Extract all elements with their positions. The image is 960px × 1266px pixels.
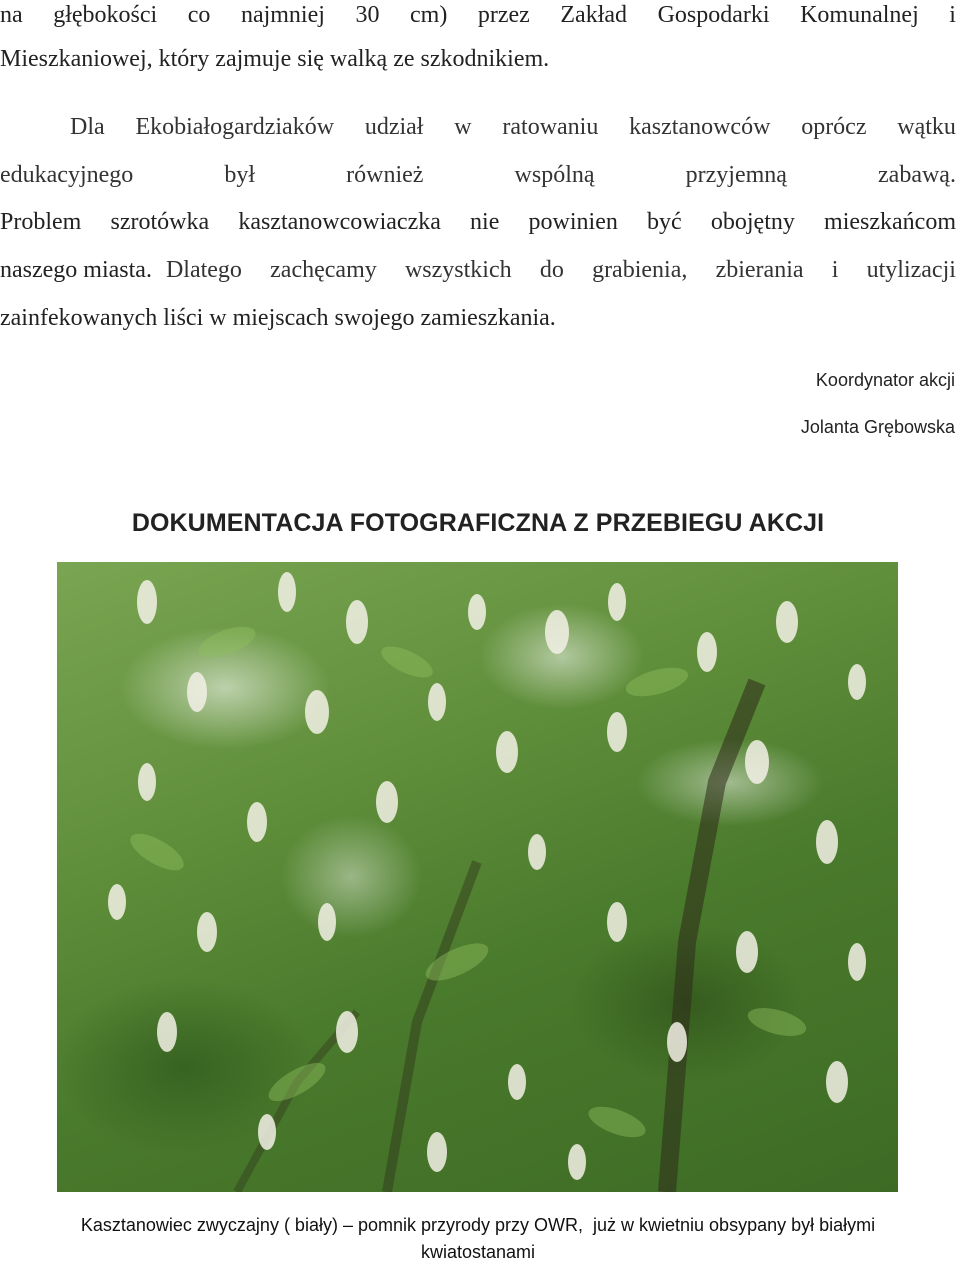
paragraph-line-2: Mieszkaniowej, który zajmuje się walką ze szkodnikiem. [0, 46, 550, 72]
word: do [539, 257, 564, 283]
word: ratowaniu [502, 114, 599, 140]
word: obojętny [710, 209, 795, 235]
word: mieszkańcom [824, 209, 956, 235]
paragraph-line-1 [0, 0, 956, 30]
word: 30 [355, 2, 380, 28]
word: zabawą. [878, 162, 956, 188]
word: głębokości [53, 2, 158, 28]
word: grabienia, [592, 257, 688, 283]
paragraph-line-6 [0, 255, 956, 285]
word: był [224, 162, 256, 188]
chestnut-tree-photo [57, 562, 898, 1192]
coordinator-name: Jolanta Grębowska [800, 417, 955, 437]
word: Komunalnej [800, 2, 919, 28]
word: i [831, 257, 839, 283]
word: wspólną [514, 162, 595, 188]
paragraph-line-6-start: naszego miasta. [0, 257, 152, 283]
word: Ekobiałogardziaków [135, 114, 335, 140]
word: być [647, 209, 682, 235]
word: utylizacji [866, 257, 956, 283]
paragraph-line-7: zainfekowanych liści w miejscach swojego zamieszkania. [0, 305, 556, 331]
word: przez [477, 2, 530, 28]
word: Gospodarki [657, 2, 770, 28]
word: Problem [0, 209, 82, 235]
word: zbierania [715, 257, 804, 283]
word: kasztanowców [629, 114, 771, 140]
photo-caption-line-1: Kasztanowiec zwyczajny ( biały) – pomnik przyrody przy OWR, już w kwietniu obsypany był białymi [80, 1215, 876, 1235]
word: oprócz [801, 114, 867, 140]
paragraph-line-4 [0, 160, 956, 190]
word: najmniej [240, 2, 325, 28]
paragraph-line-5 [0, 207, 956, 237]
word: również [346, 162, 424, 188]
word: Dlatego [165, 257, 242, 283]
word: Dla [70, 114, 105, 140]
word: wątku [897, 114, 956, 140]
word: przyjemną [685, 162, 787, 188]
word: i [949, 2, 956, 28]
word: na [0, 2, 23, 28]
word: edukacyjnego [0, 162, 134, 188]
word: zachęcamy [270, 257, 377, 283]
word: szrotówka [110, 209, 210, 235]
coordinator-role: Koordynator akcji [815, 370, 955, 390]
word: Zakład [560, 2, 628, 28]
word: wszystkich [404, 257, 512, 283]
word: w [454, 114, 472, 140]
word: cm) [410, 2, 448, 28]
chestnut-tree-photo-graphic [57, 562, 898, 1192]
paragraph-line-6-end [166, 255, 956, 285]
word: udział [364, 114, 424, 140]
paragraph-line-3 [70, 112, 956, 142]
section-heading: DOKUMENTACJA FOTOGRAFICZNA Z PRZEBIEGU AKCJI [131, 509, 825, 537]
word: nie [470, 209, 500, 235]
word: powinien [528, 209, 618, 235]
photo-caption-line-2: kwiatostanami [420, 1242, 536, 1262]
word: kasztanowcowiaczka [238, 209, 441, 235]
word: co [187, 2, 211, 28]
